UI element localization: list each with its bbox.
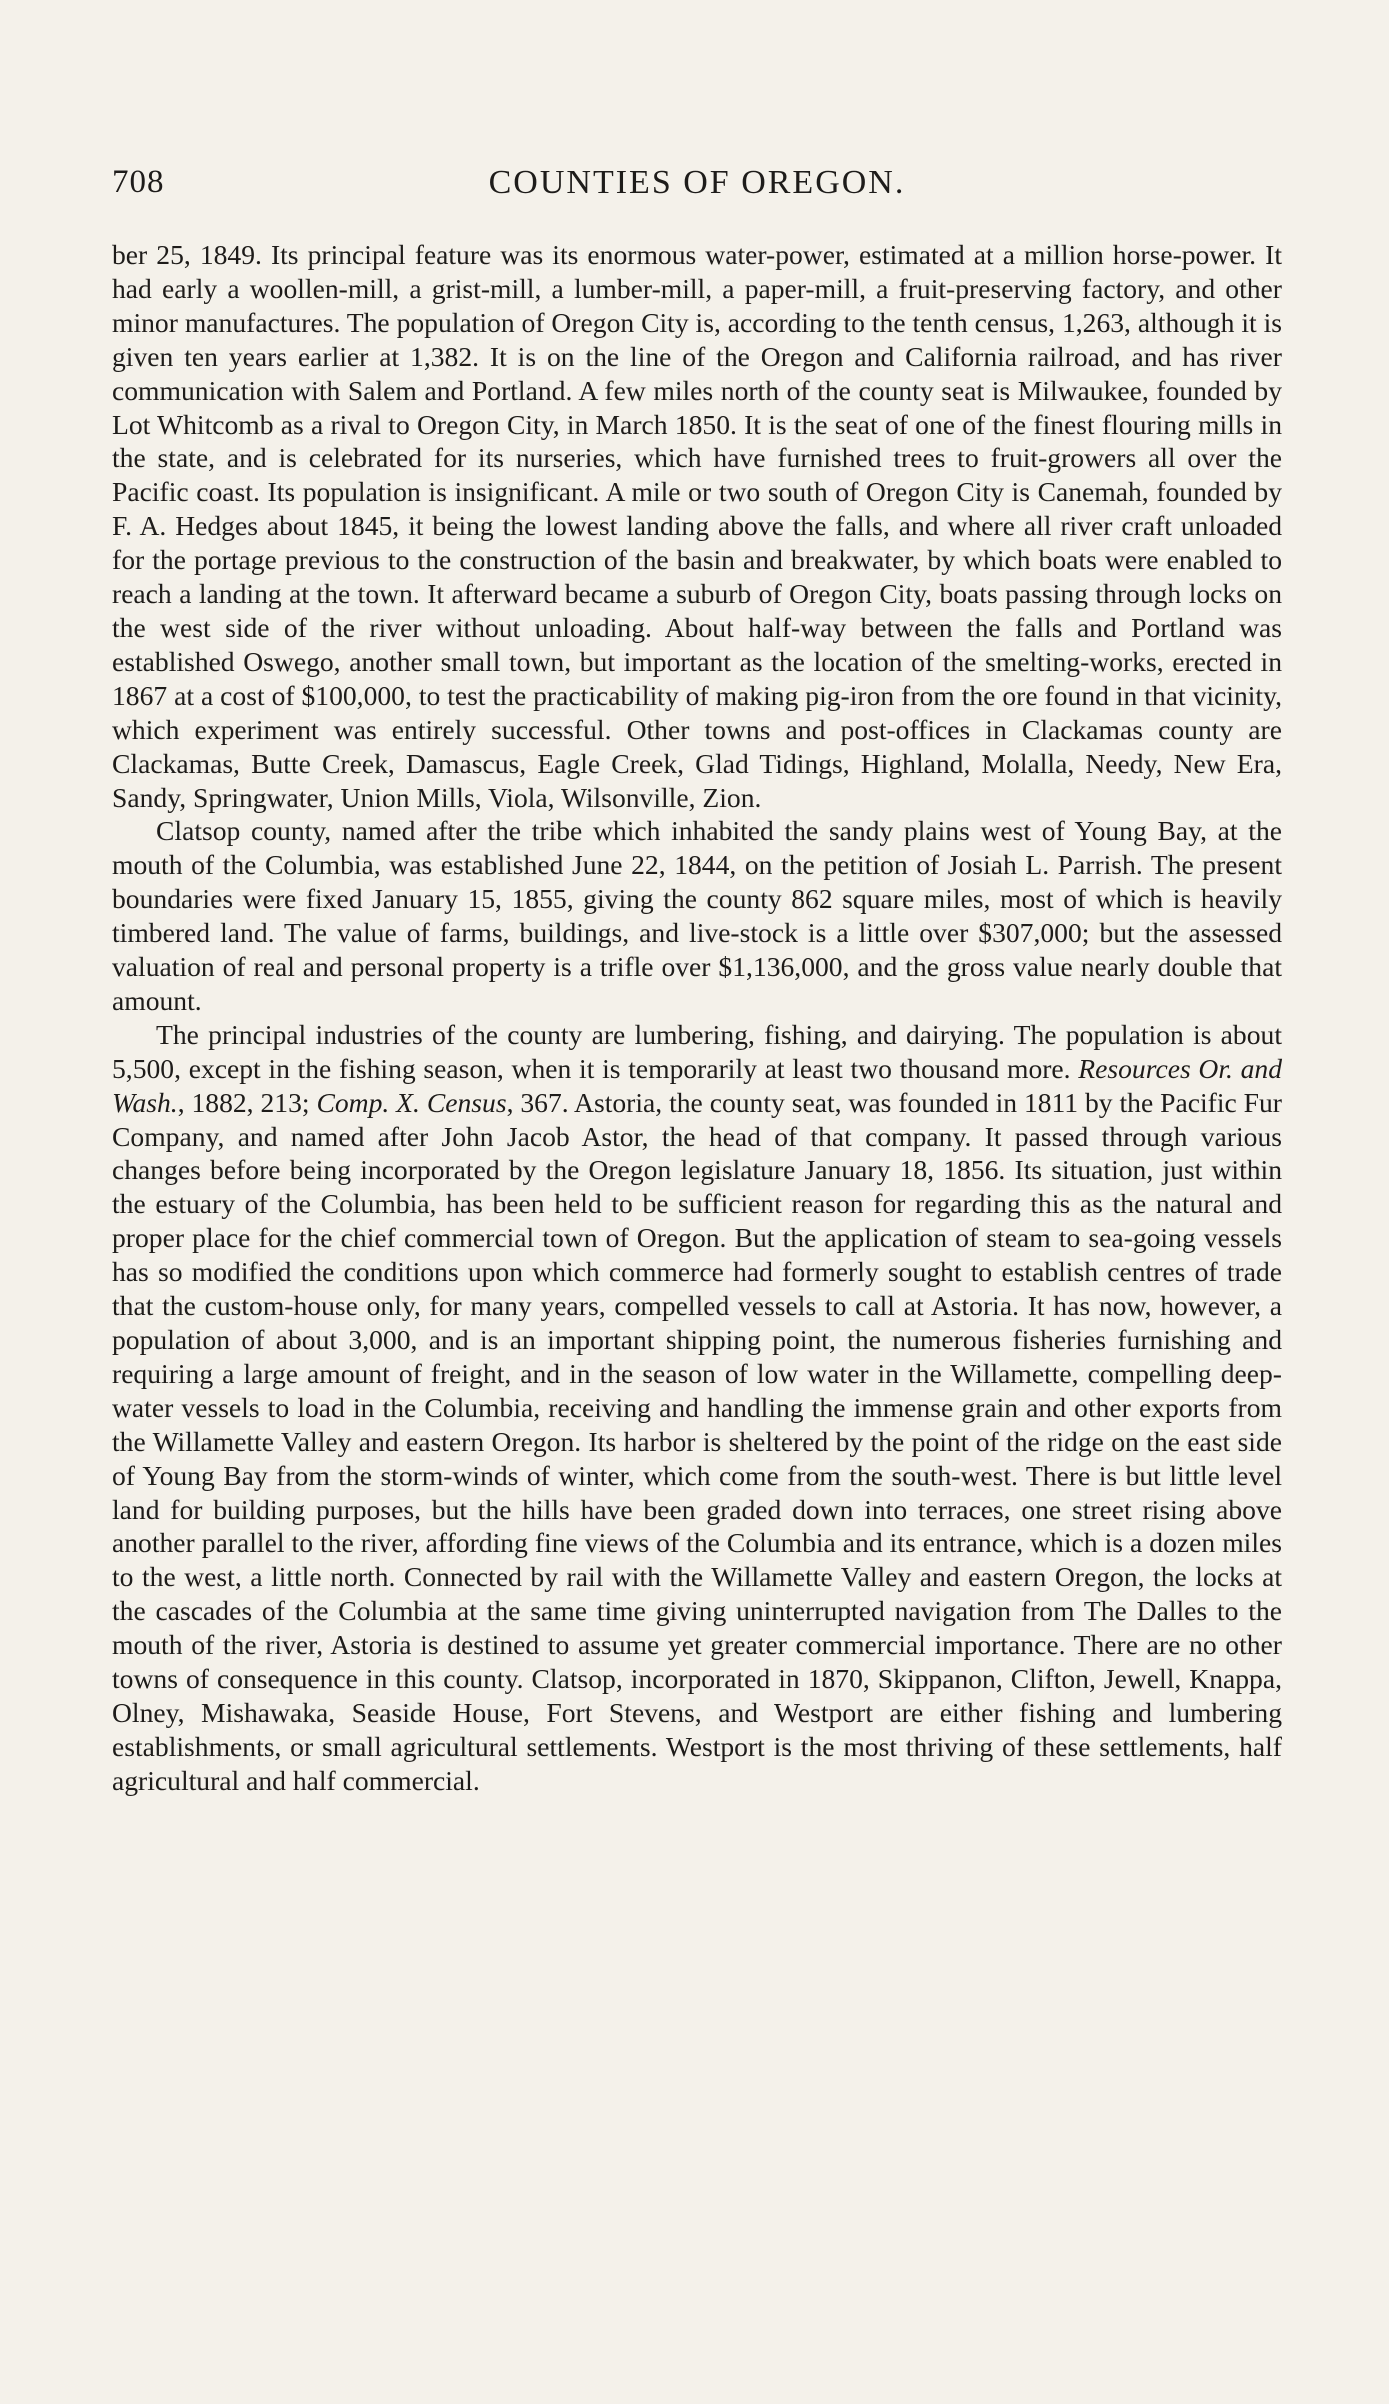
paragraph-oregon-city [112,238,1282,814]
running-head: COUNTIES OF OREGON. [488,164,906,201]
paragraph-text: Clatsop county, named after the tribe which inhabited the sandy plains west of Young Bay, at the mouth of the Columbia, was established June 22, 1844, on the petition of Josiah L. Parrish. The present boundaries were fixed January 15, 1855, giving the county 862 square miles, most of which is heavily timbered land. The value of farms, buildings, and live-stock is a little over $307,000; but the assessed valuation of real and personal property is a trifle over $1,136,000, and the gross value nearly double that amount. [112,815,1282,1016]
page-number: 708 [112,164,165,200]
citation-resources: Resources Or. and Wash. [112,1052,1282,1118]
paragraph-industries-astoria [112,1018,1282,1798]
paragraph-text: , 1882, 213; [177,1086,317,1118]
citation-census: Comp. X. Census [316,1086,507,1118]
paragraph-clatsop-county [112,814,1282,1017]
paragraph-text: The principal industries of the county are lumbering, fishing, and dairying. The population is about 5,500, except in the fishing season, when it is temporarily at least two thousand more. [112,1018,1282,1084]
page-header [112,164,1282,214]
paragraph-text: ber 25, 1849. Its principal feature was its enormous water-power, estimated at a million horse-power. It had early a woollen-mill, a grist-mill, a lumber-mill, a paper-mill, a fruit-preserving factory, and other minor manufactures. The population of Oregon City is, according to the tenth census, 1,263, although it is given ten years earlier at 1,382. It is on the line of the Oregon and California railroad, and has river communication with Salem and Portland. A few miles north of the county seat is Milwaukee, founded by Lot Whitcomb as a rival to Oregon City, in March 1850. It is the seat of one of the finest flouring mills in the state, and is celebrated for its nurseries, which have furnished trees to fruit-growers all over the Pacific coast. Its population is insignificant. A mile or two south of Oregon City is Canemah, founded by F. A. Hedges about 1845, it being the lowest landing above the falls, and where all river craft unloaded for the portage previous to the construction of the basin and breakwater, by which boats were enabled to reach a landing at the town. It afterward became a suburb of Oregon City, boats passing through locks on the west side of the river without unloading. About half-way between the falls and Portland was established Oswego, another small town, but important as the location of the smelting-works, erected in 1867 at a cost of $100,000, to test the practicability of making pig-iron from the ore found in that vicinity, which experiment was entirely successful. Other towns and post-offices in Clackamas county are Clackamas, Butte Creek, Damascus, Eagle Creek, Glad Tidings, Highland, Molalla, Needy, New Era, Sandy, Springwater, Union Mills, Viola, Wilsonville, Zion. [112,239,1282,813]
body-text [112,238,1282,1798]
paragraph-text: , 367. Astoria, the county seat, was founded in 1811 by the Pacific Fur Company, and named after John Jacob Astor, the head of that company. It passed through various changes before being incorporated by the Oregon legislature January 18, 1856. Its situation, just within the estuary of the Columbia, has been held to be sufficient reason for regarding this as the natural and proper place for the chief commercial town of Oregon. But the application of steam to sea-going vessels has so modified the conditions upon which commerce had formerly sought to establish centres of trade that the custom-house only, for many years, compelled vessels to call at Astoria. It has now, however, a population of about 3,000, and is an important shipping point, the numerous fisheries furnishing and requiring a large amount of freight, and in the season of low water in the Willamette, compelling deep-water vessels to load in the Columbia, receiving and handling the immense grain and other exports from the Willamette Valley and eastern Oregon. Its harbor is sheltered by the point of the ridge on the east side of Young Bay from the storm-winds of winter, which come from the south-west. There is but little level land for building purposes, but the hills have been graded down into terraces, one street rising above another parallel to the river, affording fine views of the Columbia and its entrance, which is a dozen miles to the west, a little north. Connected by rail with the Willamette Valley and eastern Oregon, the locks at the cascades of the Columbia at the same time giving uninterrupted navigation from The Dalles to the mouth of the river, Astoria is destined to assume yet greater commercial importance. There are no other towns of consequence in this county. Clatsop, incorporated in 1870, Skippanon, Clifton, Jewell, Knappa, Olney, Mishawaka, Seaside House, Fort Stevens, and Westport are either fishing and lumbering establishments, or small agricultural settlements. Westport is the most thriving of these settlements, half agricultural and half commercial. [112,1086,1282,1796]
